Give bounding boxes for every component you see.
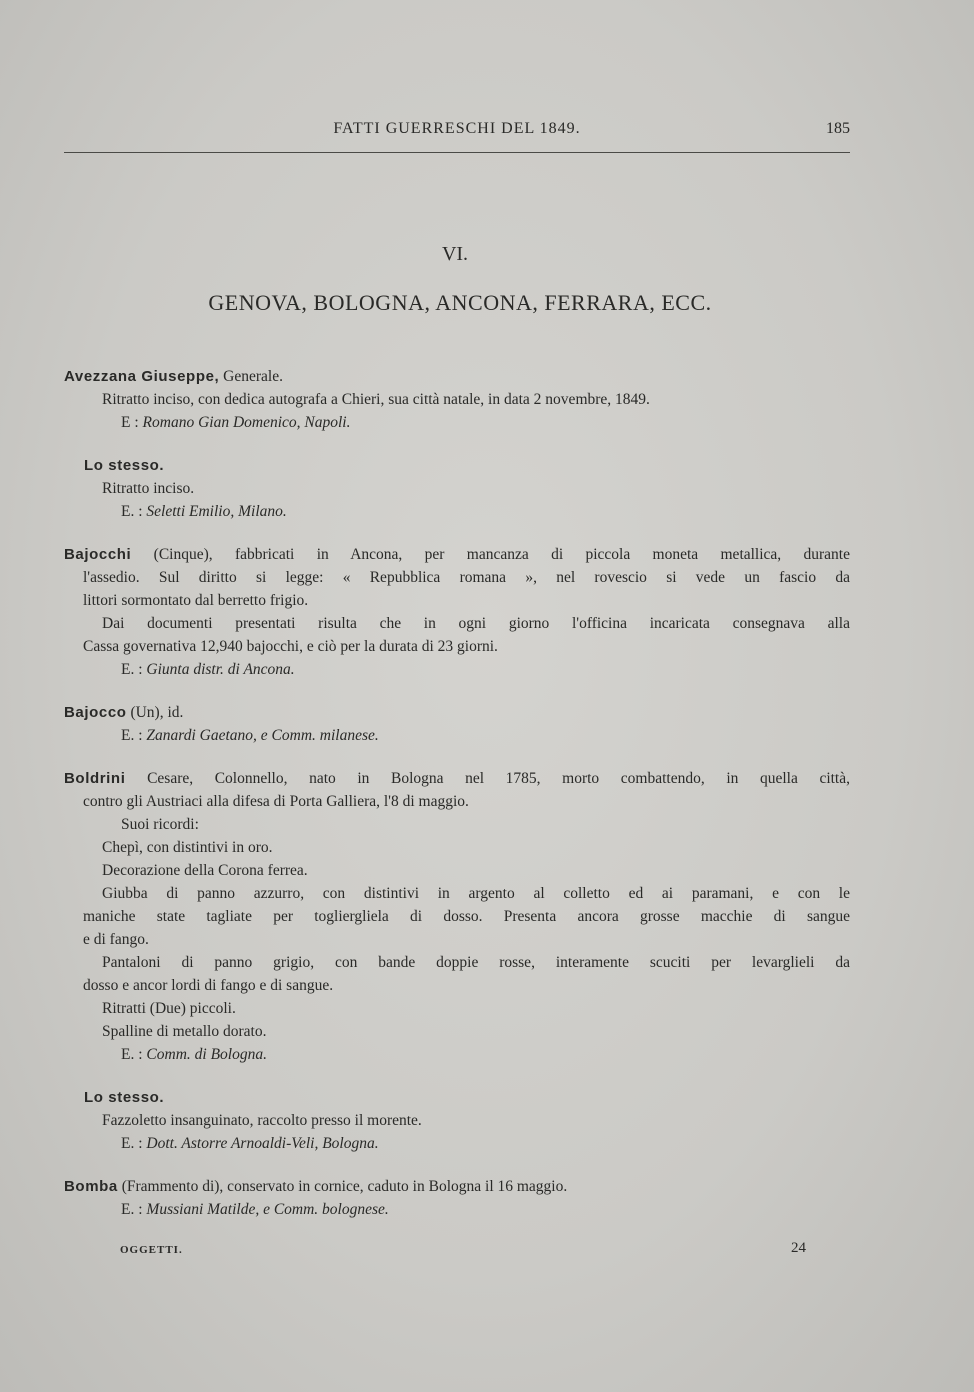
entry-line: Decorazione della Corona ferrea.	[102, 862, 308, 879]
entry-heading: Bajocco	[64, 704, 127, 721]
entry-line: Giubba di panno azzurro, con distintivi in argento al colletto ed ai paramani, e con le	[102, 885, 850, 902]
entry-line	[64, 543, 850, 566]
entry-heading: Boldrini	[64, 770, 126, 787]
exhibitor-prefix: E. :	[121, 503, 147, 520]
entry-line	[84, 454, 850, 477]
exhibitor-name: Zanardi Gaetano, e Comm. milanese.	[146, 727, 379, 744]
entry-text: Cesare, Colonnello, nato in Bologna nel 1785, morto combattendo, in quella città,	[125, 770, 850, 787]
exhibitor-name: Giunta distr. di Ancona.	[146, 661, 295, 678]
catalog-entry	[64, 1175, 850, 1221]
exhibitor-prefix: E. :	[121, 727, 147, 744]
exhibitor-name: Dott. Astorre Arnoaldi-Veli, Bologna.	[146, 1135, 379, 1152]
entry-line	[64, 365, 850, 388]
exhibitor-prefix: E. :	[121, 1046, 147, 1063]
exhibitor-prefix: E :	[121, 414, 143, 431]
exhibitor-name: Romano Gian Domenico, Napoli.	[142, 414, 351, 431]
page-footer	[120, 1240, 806, 1262]
catalog-entry	[64, 365, 850, 434]
catalog-entry	[84, 454, 850, 523]
catalog-entry	[84, 1086, 850, 1155]
exhibitor-prefix: E. :	[121, 661, 147, 678]
entry-line	[64, 1043, 850, 1066]
entry-line	[84, 1086, 850, 1109]
entry-text: Generale.	[219, 368, 283, 385]
entry-line	[64, 1175, 850, 1198]
entry-line: Spalline di metallo dorato.	[102, 1023, 267, 1040]
chapter-number: VI.	[441, 243, 469, 265]
exhibitor-prefix: E. :	[121, 1135, 147, 1152]
entry-heading: Bomba	[64, 1178, 118, 1195]
entry-line: Ritratto inciso, con dedica autografa a Chieri, sua città natale, in data 2 novembre, 1849.	[102, 391, 650, 408]
entry-line: Fazzoletto insanguinato, raccolto presso il morente.	[102, 1112, 422, 1129]
entry-line: maniche state tagliate per togliergliela di dosso. Presenta ancora grosse macchie di sangue	[83, 908, 850, 925]
entry-line: e di fango.	[83, 931, 149, 948]
exhibitor-prefix: E. :	[121, 1201, 147, 1218]
signature-mark: OGGETTI.	[120, 1244, 183, 1256]
entry-heading: Lo stesso.	[84, 457, 165, 474]
entry-line	[64, 701, 850, 724]
header-rule	[64, 152, 850, 153]
exhibitor-name: Seletti Emilio, Milano.	[146, 503, 287, 520]
catalog-entries	[64, 365, 850, 1241]
entry-line: contro gli Austriaci alla difesa di Porta Galliera, l'8 di maggio.	[83, 793, 469, 810]
entry-line	[64, 724, 850, 747]
page-number: 185	[826, 120, 850, 137]
entry-text: (Cinque), fabbricati in Ancona, per mancanza di piccola moneta metallica, durante	[131, 546, 850, 563]
entry-line: littori sormontato dal berretto frigio.	[83, 592, 309, 609]
entry-heading: Lo stesso.	[84, 1089, 165, 1106]
entry-line	[64, 658, 850, 681]
running-title: FATTI GUERRESCHI DEL 1849.	[333, 120, 581, 137]
entry-line: Pantaloni di panno grigio, con bande doppie rosse, interamente scuciti per levarglieli da	[102, 954, 850, 971]
catalog-entry	[64, 701, 850, 747]
entry-text: (Frammento di), conservato in cornice, caduto in Bologna il 16 maggio.	[117, 1178, 568, 1195]
exhibitor-name: Comm. di Bologna.	[146, 1046, 267, 1063]
catalog-entry	[64, 767, 850, 1066]
entry-line: Cassa governativa 12,940 bajocchi, e ciò per la durata di 23 giorni.	[83, 638, 498, 655]
entry-line: Ritratto inciso.	[102, 480, 195, 497]
entry-text: (Un), id.	[126, 704, 184, 721]
entry-line: dosso e ancor lordi di fango e di sangue.	[83, 977, 334, 994]
entry-line: Suoi ricordi:	[121, 816, 199, 833]
catalog-entry	[64, 543, 850, 681]
entry-line: Ritratti (Due) piccoli.	[102, 1000, 236, 1017]
entry-line: Chepì, con distintivi in oro.	[102, 839, 273, 856]
chapter-title: GENOVA, BOLOGNA, ANCONA, FERRARA, ECC.	[208, 290, 712, 315]
entry-line	[64, 411, 850, 434]
entry-line	[84, 500, 850, 523]
signature-number: 24	[791, 1240, 806, 1256]
entry-heading: Avezzana Giuseppe,	[64, 368, 220, 385]
entry-line	[84, 1132, 850, 1155]
entry-line: Dai documenti presentati risulta che in ogni giorno l'officina incaricata consegnava alla	[102, 615, 850, 632]
entry-line: l'assedio. Sul diritto si legge: « Repubblica romana », nel rovescio si vede un fascio da	[83, 569, 850, 586]
entry-line	[64, 767, 850, 790]
entry-heading: Bajocchi	[64, 546, 132, 563]
exhibitor-name: Mussiani Matilde, e Comm. bolognese.	[146, 1201, 389, 1218]
running-head	[64, 118, 850, 144]
entry-line	[64, 1198, 850, 1221]
